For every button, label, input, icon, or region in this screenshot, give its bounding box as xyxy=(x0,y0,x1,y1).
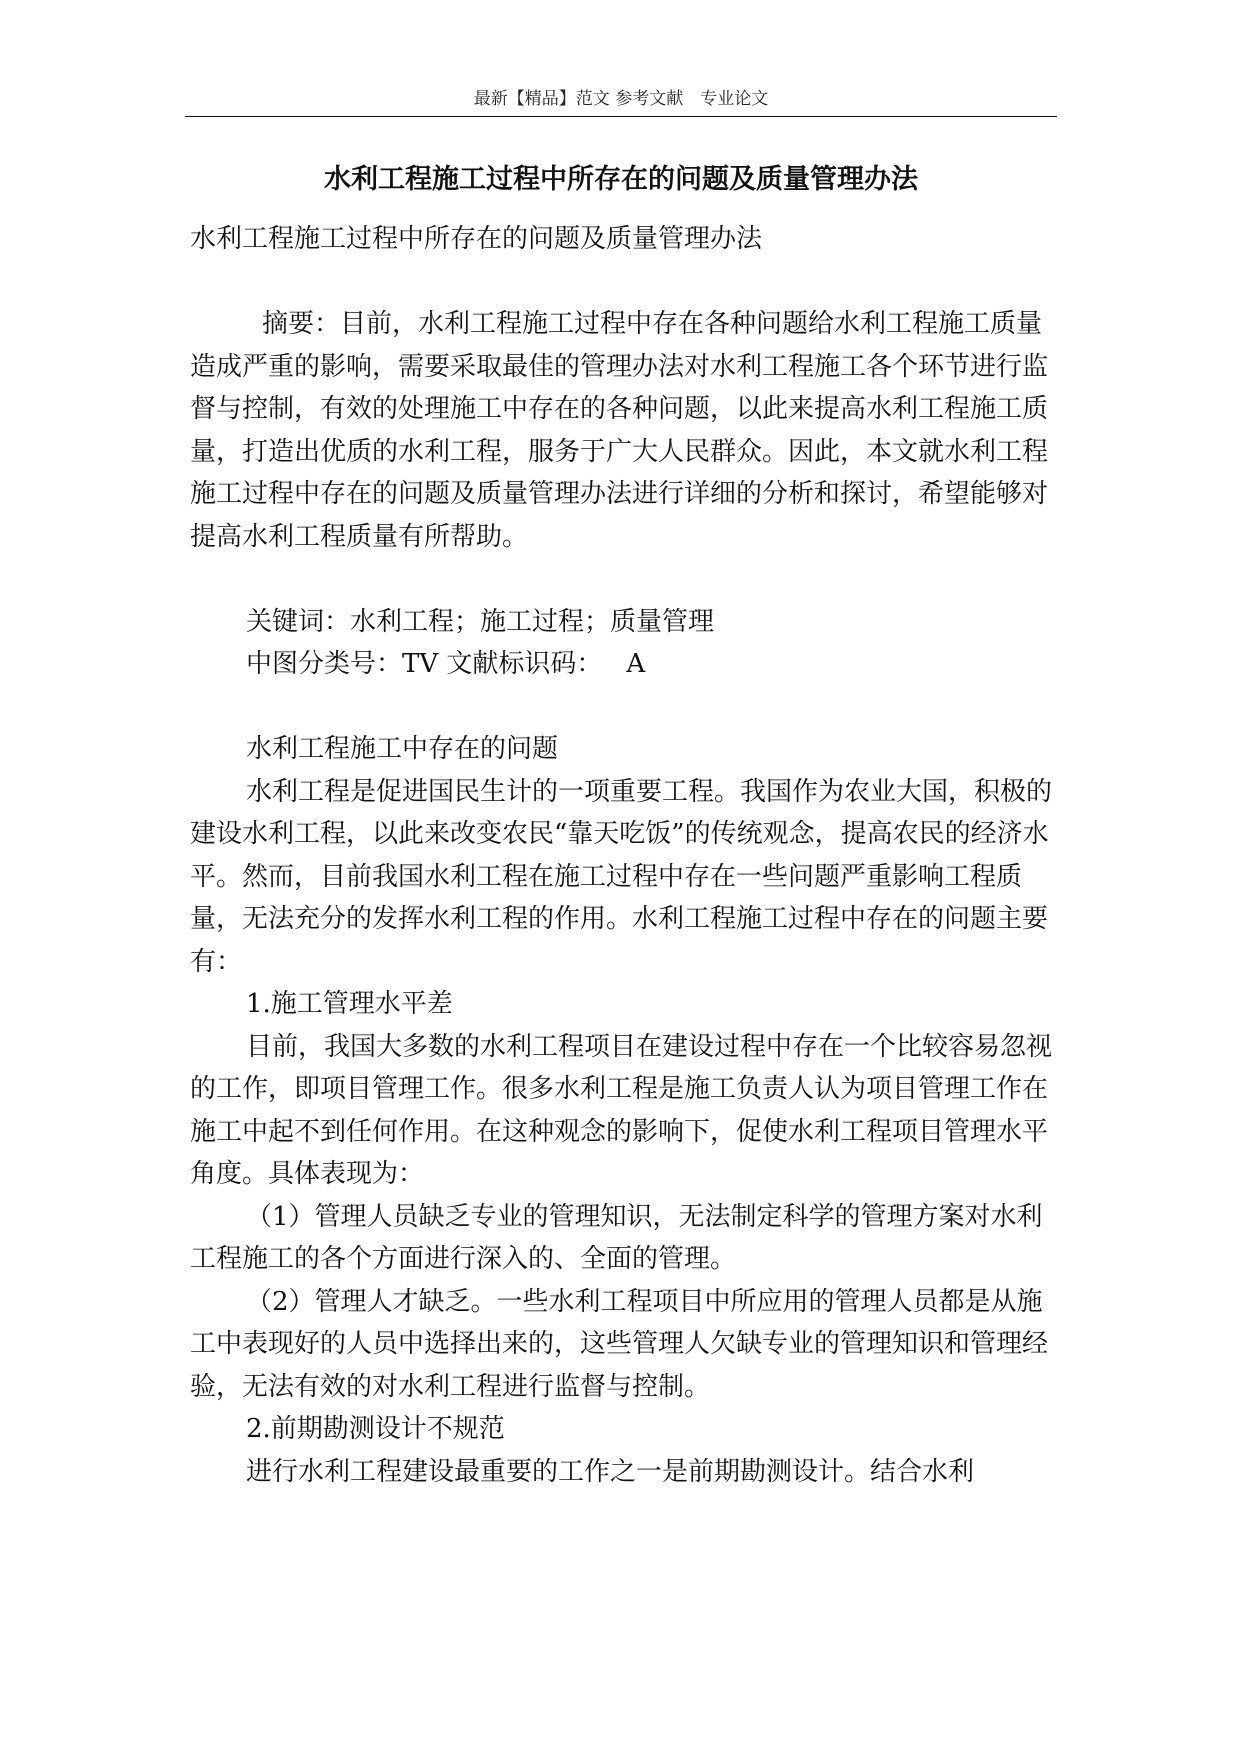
subtitle: 水利工程施工过程中所存在的问题及质量管理办法 xyxy=(190,224,763,254)
point1-sub1-paragraph: （1）管理人员缺乏专业的管理知识，无法制定科学的管理方案对水利工程施工的各个方面进行深入的、全面的管理。 xyxy=(190,1201,1043,1274)
abstract-paragraph: 摘要：目前，水利工程施工过程中存在各种问题给水利工程施工质量造成严重的影响，需要采取最佳的管理办法对水利工程施工各个环节进行监督与控制，有效的处理施工中存在的各种问题，以此来提高水利工程施工质量，打造出优质的水利工程，服务于广大人民群众。因此，本文就水利工程施工过程中存在的问题及质量管理办法进行详细的分析和探讨，希望能够对提高水利工程质量有所帮助。 xyxy=(190,309,1049,552)
point1-heading: 1.施工管理水平差 xyxy=(246,989,453,1019)
document-code: A xyxy=(626,649,646,679)
point2-paragraph: 进行水利工程建设最重要的工作之一是前期勘测设计。结合水利 xyxy=(246,1456,975,1487)
classification-label: 中图分类号：TV 文献标识码： xyxy=(246,649,603,679)
section-heading: 水利工程施工中存在的问题 xyxy=(246,734,559,764)
document-body xyxy=(190,218,1056,1493)
spacer xyxy=(190,261,1056,304)
spacer xyxy=(190,686,1056,729)
keywords-line: 关键词：水利工程；施工过程；质量管理 xyxy=(246,606,715,637)
point2-heading: 2.前期勘测设计不规范 xyxy=(246,1414,505,1444)
point1-sub2-paragraph: （2）管理人才缺乏。一些水利工程项目中所应用的管理人员都是从施工中表现好的人员中选择出来的，这些管理人欠缺专业的管理知识和管理经验，无法有效的对水利工程进行监督与控制。 xyxy=(190,1286,1049,1402)
point1-paragraph: 目前，我国大多数的水利工程项目在建设过程中存在一个比较容易忽视的工作，即项目管理工作。很多水利工程是施工负责人认为项目管理工作在施工中起不到任何作用。在这种观念的影响下，促使水利工程项目管理水平角度。具体表现为： xyxy=(190,1031,1053,1189)
header-divider xyxy=(185,116,1057,117)
intro-paragraph: 水利工程是促进国民生计的一项重要工程。我国作为农业大国，积极的建设水利工程，以此来改变农民“靠天吃饭”的传统观念，提高农民的经济水平。然而，目前我国水利工程在施工过程中存在一些问题严重影响工程质量，无法充分的发挥水利工程的作用。水利工程施工过程中存在的问题主要有： xyxy=(190,776,1053,977)
classification-line xyxy=(190,643,1056,686)
page-header: 最新【精品】范文 参考文献 专业论文 xyxy=(473,89,769,109)
document-title: 水利工程施工过程中所存在的问题及质量管理办法 xyxy=(324,164,918,195)
spacer xyxy=(190,558,1056,601)
